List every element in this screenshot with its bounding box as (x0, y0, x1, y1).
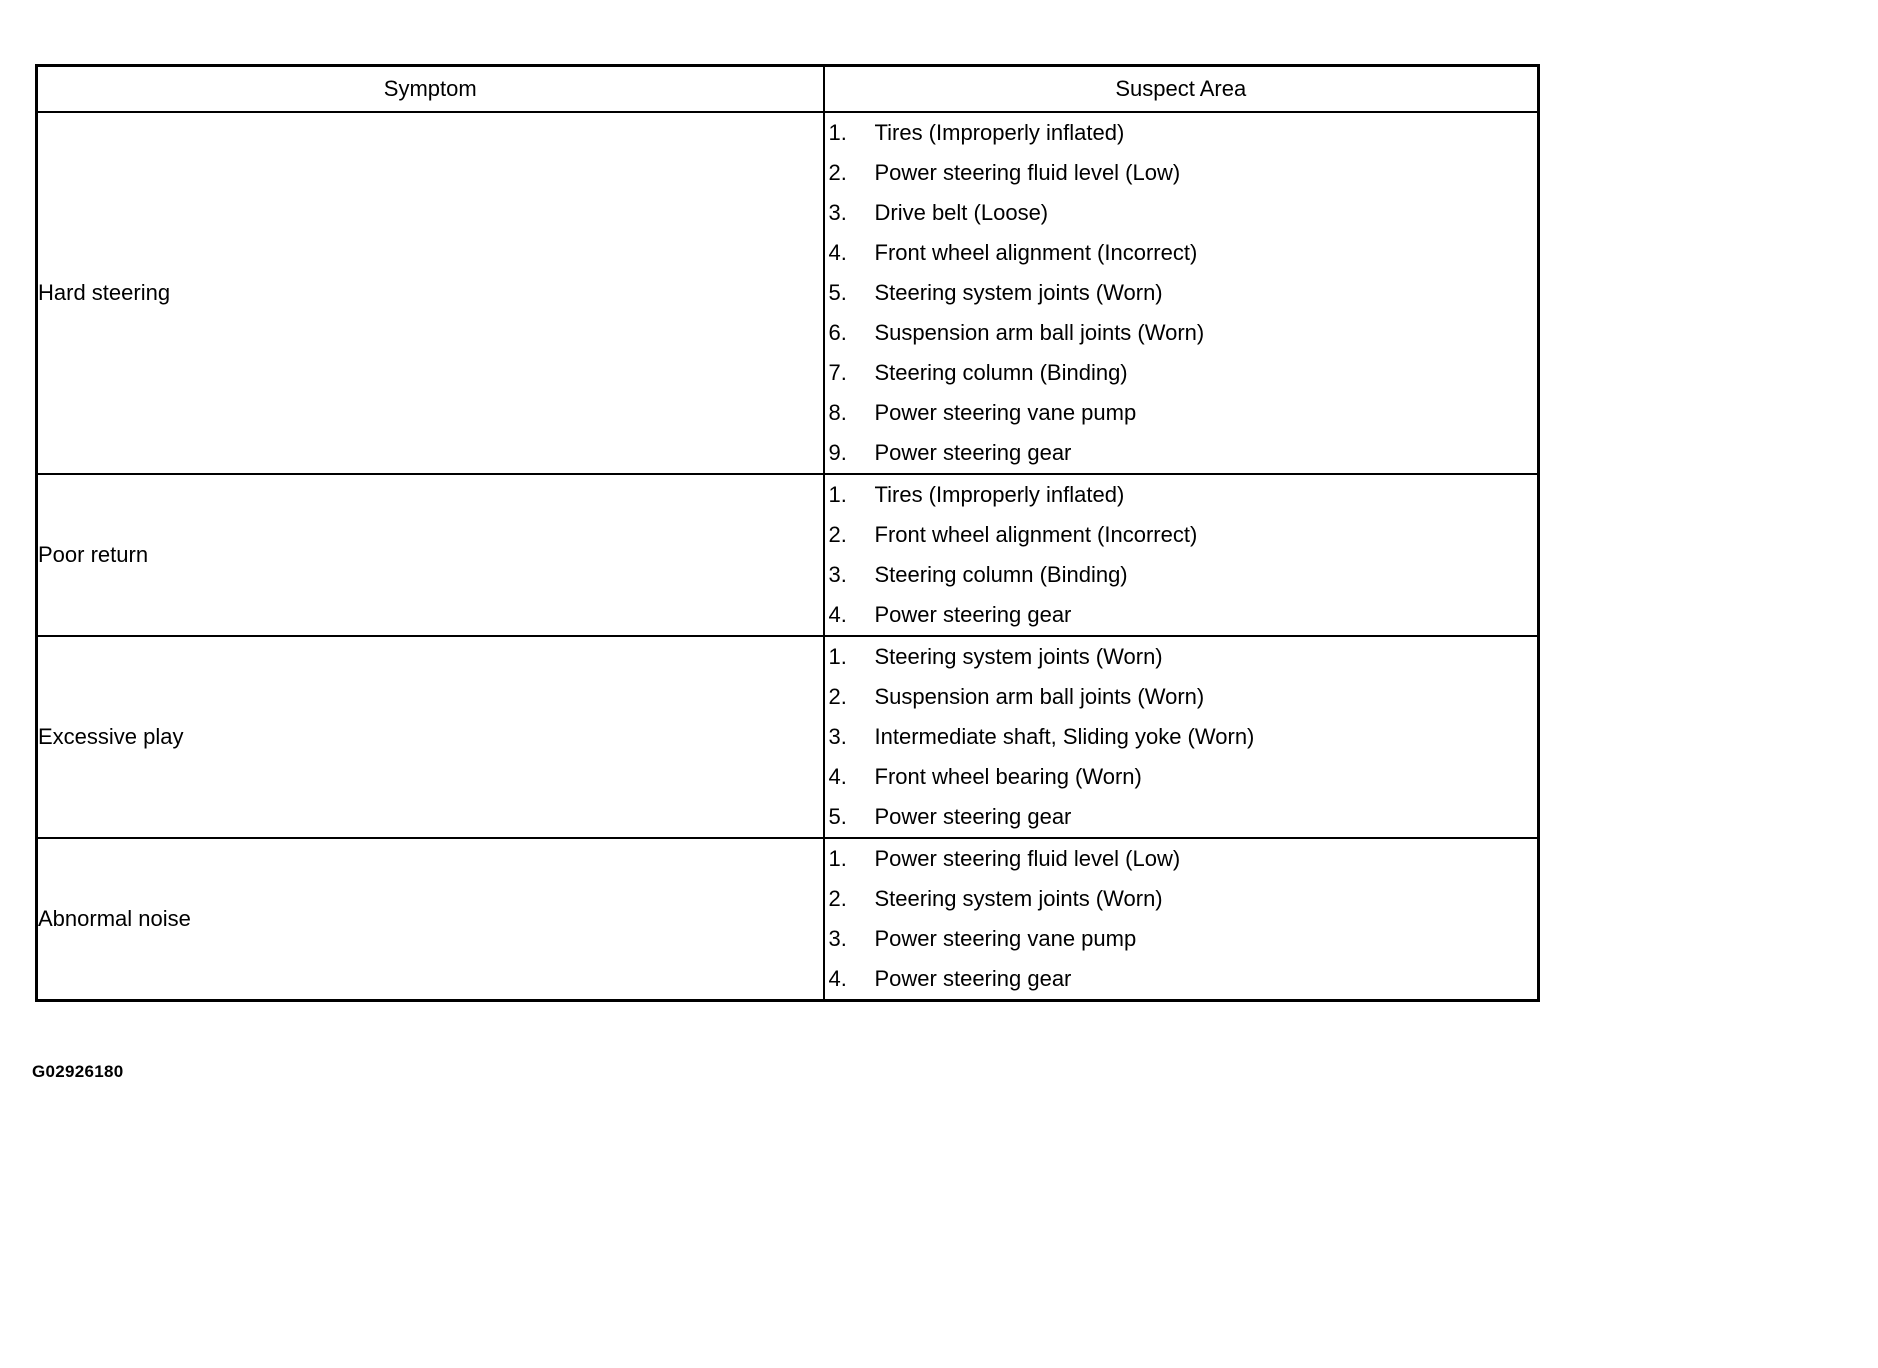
suspect-item: Steering system joints (Worn) (874, 885, 1163, 911)
suspect-item: Intermediate shaft, Sliding yoke (Worn) (874, 723, 1255, 749)
suspect-item: Power steering vane pump (874, 399, 1137, 425)
suspect-item: Steering column (Binding) (874, 359, 1128, 385)
suspect-item: Drive belt (Loose) (874, 199, 1049, 225)
header-suspect-area: Suspect Area (824, 66, 1539, 112)
suspect-list (825, 637, 1538, 837)
suspect-item: Tires (Improperly inflated) (874, 119, 1125, 145)
suspect-area-cell (824, 636, 1539, 838)
suspect-area-cell (824, 112, 1539, 474)
suspect-item: Suspension arm ball joints (Worn) (874, 683, 1205, 709)
table-row-abnormal-noise (37, 838, 1539, 1001)
suspect-item: Power steering gear (874, 439, 1072, 465)
symptom-label: Poor return (37, 474, 824, 636)
header-symptom: Symptom (37, 66, 824, 112)
suspect-item: Steering column (Binding) (874, 561, 1128, 587)
table-row-hard-steering (37, 112, 1539, 474)
suspect-item: Power steering fluid level (Low) (874, 159, 1181, 185)
suspect-item: Front wheel alignment (Incorrect) (874, 521, 1198, 547)
symptom-troubleshooting-table (35, 64, 1540, 1002)
symptom-label: Abnormal noise (37, 838, 824, 1001)
suspect-item: Power steering fluid level (Low) (874, 845, 1181, 871)
header-row (37, 66, 1539, 112)
suspect-list (825, 475, 1538, 635)
symptom-label: Excessive play (37, 636, 824, 838)
suspect-item: Front wheel bearing (Worn) (874, 763, 1142, 789)
suspect-item: Tires (Improperly inflated) (874, 481, 1125, 507)
suspect-list (825, 113, 1538, 473)
figure-code: G02926180 (32, 1062, 124, 1081)
suspect-item: Steering system joints (Worn) (874, 643, 1163, 669)
suspect-list (825, 839, 1538, 999)
suspect-item: Power steering gear (874, 803, 1072, 829)
suspect-area-cell (824, 474, 1539, 636)
table-row-excessive-play (37, 636, 1539, 838)
suspect-item: Front wheel alignment (Incorrect) (874, 239, 1198, 265)
suspect-item: Power steering gear (874, 965, 1072, 991)
symptom-label: Hard steering (37, 112, 824, 474)
suspect-item: Suspension arm ball joints (Worn) (874, 319, 1205, 345)
suspect-item: Power steering gear (874, 601, 1072, 627)
table-row-poor-return (37, 474, 1539, 636)
suspect-item: Power steering vane pump (874, 925, 1137, 951)
suspect-item: Steering system joints (Worn) (874, 279, 1163, 305)
suspect-area-cell (824, 838, 1539, 1001)
